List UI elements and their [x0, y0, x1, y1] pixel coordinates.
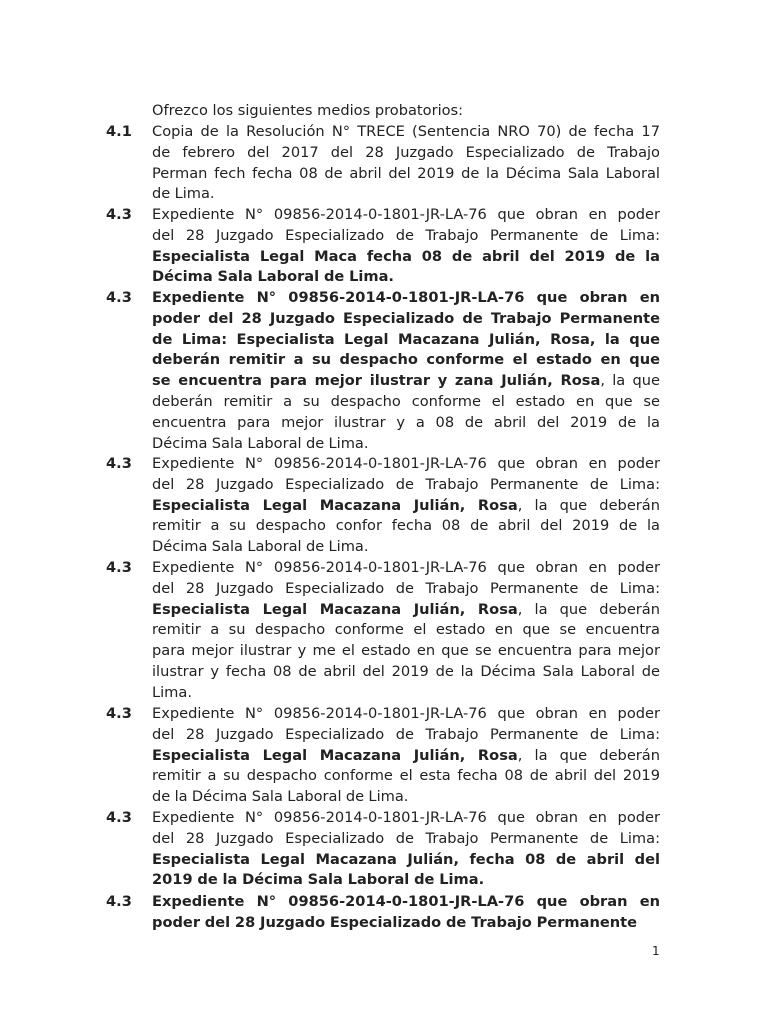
item-number: 4.3	[106, 893, 132, 910]
text-line	[152, 226, 660, 247]
text-line	[152, 288, 660, 309]
bold-text: Especialista Legal Macazana Julián, Rosa	[152, 496, 518, 514]
evidence-item	[106, 122, 660, 205]
text-line	[152, 184, 660, 205]
text-segment: Lima.	[152, 683, 192, 701]
text-line	[152, 600, 660, 621]
text-line	[152, 870, 660, 891]
item-text	[152, 122, 660, 205]
text-segment: encuentra para mejor ilustrar y a 08 de abril del 2019 de la	[152, 413, 660, 431]
item-number: 4.3	[106, 206, 132, 223]
text-segment: remitir a su despacho conforme el estado en que se encuentra	[152, 621, 660, 639]
bold-text: deberán remitir a su despacho conforme el estado en que	[152, 351, 660, 369]
text-line	[152, 454, 660, 475]
text-segment: Expediente N° 09856-2014-0-1801-JR-LA-76 que obran en poder	[152, 559, 660, 576]
evidence-item	[106, 205, 660, 288]
evidence-item	[106, 454, 660, 558]
page-number: 1	[652, 944, 660, 958]
item-number: 4.3	[106, 705, 132, 722]
text-line	[152, 371, 660, 392]
text-segment: del 28 Juzgado Especializado de Trabajo Permanente de Lima:	[152, 475, 660, 493]
intro-text: Ofrezco los siguientes medios probatorios:	[152, 102, 464, 119]
text-segment: Expediente N° 09856-2014-0-1801-JR-LA-76 que obran en poder	[152, 809, 660, 826]
evidence-item	[106, 808, 660, 891]
text-line	[152, 766, 660, 787]
evidence-item	[106, 288, 660, 454]
item-number: 4.1	[106, 123, 132, 140]
text-line	[152, 350, 660, 371]
bold-text: se encuentra para mejor ilustrar y zana Julián, Rosa	[152, 372, 601, 390]
text-segment: , la que deberán	[517, 746, 660, 764]
text-segment: deberán remitir a su despacho conforme el estado en que se	[152, 392, 660, 410]
bold-text: poder del 28 Juzgado Especializado de Trabajo Permanente	[152, 309, 660, 327]
text-segment: de la Décima Sala Laboral de Lima.	[152, 788, 409, 806]
text-line	[152, 267, 660, 288]
evidence-item	[106, 558, 660, 704]
text-line	[152, 475, 660, 496]
text-segment: , la que	[600, 372, 660, 390]
text-segment: Expediente N° 09856-2014-0-1801-JR-LA-76 que obran en poder	[152, 206, 660, 223]
text-line	[152, 913, 660, 934]
item-number: 4.3	[106, 809, 132, 826]
text-segment: remitir a su despacho conforme el esta fecha 08 de abril del 2019	[152, 767, 660, 785]
text-line	[152, 537, 660, 558]
item-text	[152, 704, 660, 808]
text-segment: del 28 Juzgado Especializado de Trabajo Permanente de Lima:	[152, 725, 660, 743]
text-line	[152, 122, 660, 143]
evidence-item	[106, 892, 660, 934]
bold-text: de Lima: Especialista Legal Macazana Julián, Rosa, la que	[152, 330, 660, 348]
text-segment: Perman fech fecha 08 de abril del 2019 de la Décima Sala Laboral	[152, 164, 660, 182]
text-line	[152, 662, 660, 683]
text-segment: Décima Sala Laboral de Lima.	[152, 538, 369, 556]
bold-text: Especialista Legal Macazana Julián, fecha 08 de abril del	[152, 850, 660, 868]
text-line	[152, 143, 660, 164]
item-text	[152, 892, 660, 934]
bold-text: 2019 de la Décima Sala Laboral de Lima.	[152, 871, 485, 889]
text-segment: de Lima.	[152, 185, 215, 203]
item-text	[152, 205, 660, 288]
bold-text: Especialista Legal Macazana Julián, Rosa	[152, 746, 518, 764]
text-line	[152, 579, 660, 600]
text-segment: del 28 Juzgado Especializado de Trabajo Permanente de Lima:	[152, 829, 660, 847]
text-segment: del 28 Juzgado Especializado de Trabajo Permanente de Lima:	[152, 226, 660, 244]
text-line	[152, 892, 660, 913]
item-text	[152, 558, 660, 704]
text-segment: de febrero del 2017 del 28 Juzgado Especializado de Trabajo	[152, 143, 660, 161]
text-segment: , la que deberán	[517, 496, 660, 514]
text-line	[152, 496, 660, 517]
text-line	[152, 309, 660, 330]
text-segment: para mejor ilustrar y me el estado en que se encuentra para mejor	[152, 642, 660, 660]
text-line	[152, 704, 660, 725]
item-number: 4.3	[106, 289, 132, 306]
text-line	[152, 558, 660, 579]
text-line	[152, 620, 660, 641]
text-line	[152, 164, 660, 185]
item-number: 4.3	[106, 455, 132, 472]
bold-text: Especialista Legal Macazana Julián, Rosa	[152, 600, 518, 618]
text-segment: Décima Sala Laboral de Lima.	[152, 434, 369, 452]
text-line	[152, 641, 660, 662]
text-segment: Expediente N° 09856-2014-0-1801-JR-LA-76 que obran en poder	[152, 705, 660, 722]
text-segment: ilustrar y fecha 08 de abril del 2019 de la Décima Sala Laboral de	[152, 662, 660, 680]
text-line	[152, 683, 660, 704]
text-segment: del 28 Juzgado Especializado de Trabajo Permanente de Lima:	[152, 579, 660, 597]
text-line	[152, 725, 660, 746]
text-segment: Expediente N° 09856-2014-0-1801-JR-LA-76 que obran en poder	[152, 455, 660, 472]
item-number: 4.3	[106, 559, 132, 576]
bold-text: poder del 28 Juzgado Especializado de Trabajo Permanente	[152, 913, 637, 931]
text-line	[152, 808, 660, 829]
text-line	[152, 434, 660, 455]
text-line	[152, 850, 660, 871]
text-segment: remitir a su despacho confor fecha 08 de abril del 2019 de la	[152, 517, 660, 535]
bold-text: Décima Sala Laboral de Lima.	[152, 268, 394, 286]
text-line	[152, 746, 660, 767]
text-line	[152, 205, 660, 226]
text-line	[152, 516, 660, 537]
bold-text: Especialista Legal Maca fecha 08 de abril del 2019 de la	[152, 247, 660, 265]
item-text	[152, 288, 660, 454]
item-text	[152, 808, 660, 891]
text-line	[152, 247, 660, 268]
text-segment: Copia de la Resolución N° TRECE (Sentencia NRO 70) de fecha 17	[152, 123, 660, 140]
text-line	[152, 392, 660, 413]
text-line	[152, 787, 660, 808]
text-line	[152, 829, 660, 850]
bold-text: Expediente N° 09856-2014-0-1801-JR-LA-76 que obran en	[152, 289, 660, 306]
text-line	[152, 413, 660, 434]
text-line	[152, 330, 660, 351]
text-segment: , la que deberán	[517, 600, 660, 618]
item-text	[152, 454, 660, 558]
bold-text: Expediente N° 09856-2014-0-1801-JR-LA-76 que obran en	[152, 893, 660, 910]
evidence-item	[106, 704, 660, 808]
